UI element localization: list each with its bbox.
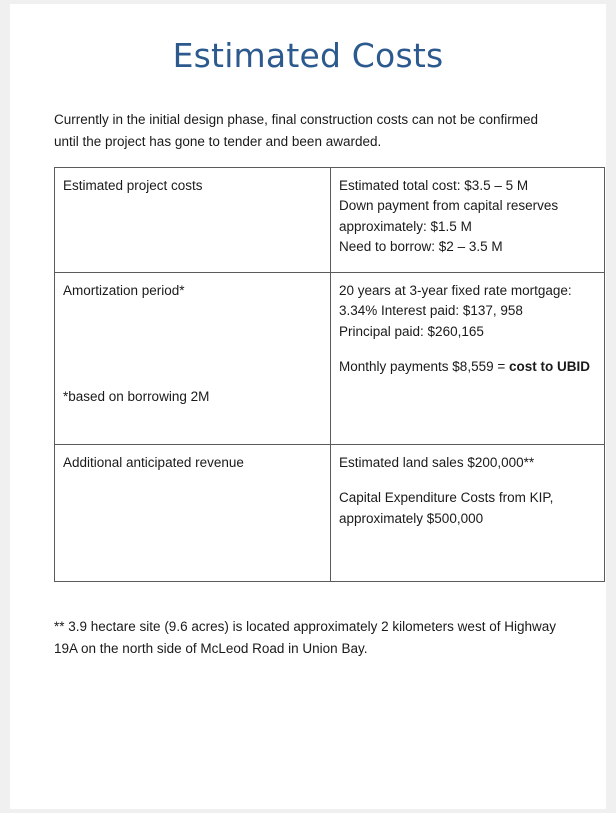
value-line: Estimated land sales $200,000** <box>339 454 535 470</box>
estimated-costs-table <box>54 167 605 582</box>
value-line: 20 years at 3-year fixed rate mortgage: 3.34% <box>339 282 572 319</box>
label-text: Estimated project costs <box>63 177 203 193</box>
value-line: Estimated total cost: $3.5 – 5 M <box>339 177 529 193</box>
spacer <box>339 342 595 357</box>
value-line: Principal paid: $260,165 <box>339 323 484 339</box>
monthly-payment-prefix: Monthly payments $8,559 = <box>339 359 509 375</box>
table-row <box>55 444 605 581</box>
value-line: Interest paid: $137, 958 <box>381 303 523 319</box>
row-value-amortization-period <box>331 272 605 444</box>
footnote-paragraph: ** 3.9 hectare site (9.6 acres) is located approximately 2 kilometers west of Highway 19A on the north side of McLeod Road in Union Bay. <box>54 618 556 656</box>
value-line: Capital Expenditure Costs from KIP, approximately $500,000 <box>339 490 554 526</box>
label-text: Amortization period* <box>63 282 185 298</box>
spacer <box>339 473 595 488</box>
table-row <box>55 272 605 444</box>
value-line: Need to borrow: $2 – 3.5 M <box>339 239 503 255</box>
intro-paragraph: Currently in the initial design phase, final construction costs can not be confirmed until the project has gone to tender and been awarded. <box>54 112 539 149</box>
page-title: Estimated Costs <box>172 36 444 75</box>
label-text: Additional anticipated revenue <box>63 454 244 470</box>
table-row <box>55 167 605 272</box>
monthly-payment-emphasis: cost to UBID <box>508 359 590 375</box>
page-sheet <box>10 4 606 809</box>
monthly-payment-line <box>339 359 590 374</box>
row-value-estimated-project-costs <box>331 167 605 272</box>
row-label-estimated-project-costs <box>55 167 331 272</box>
value-line: Down payment from capital reserves approximately: $1.5 M <box>339 198 559 234</box>
row-label-amortization-period <box>55 272 331 444</box>
row-label-additional-anticipated-revenue <box>55 444 331 581</box>
row-value-additional-anticipated-revenue <box>331 444 605 581</box>
label-footnote-text: *based on borrowing 2M <box>63 389 210 405</box>
